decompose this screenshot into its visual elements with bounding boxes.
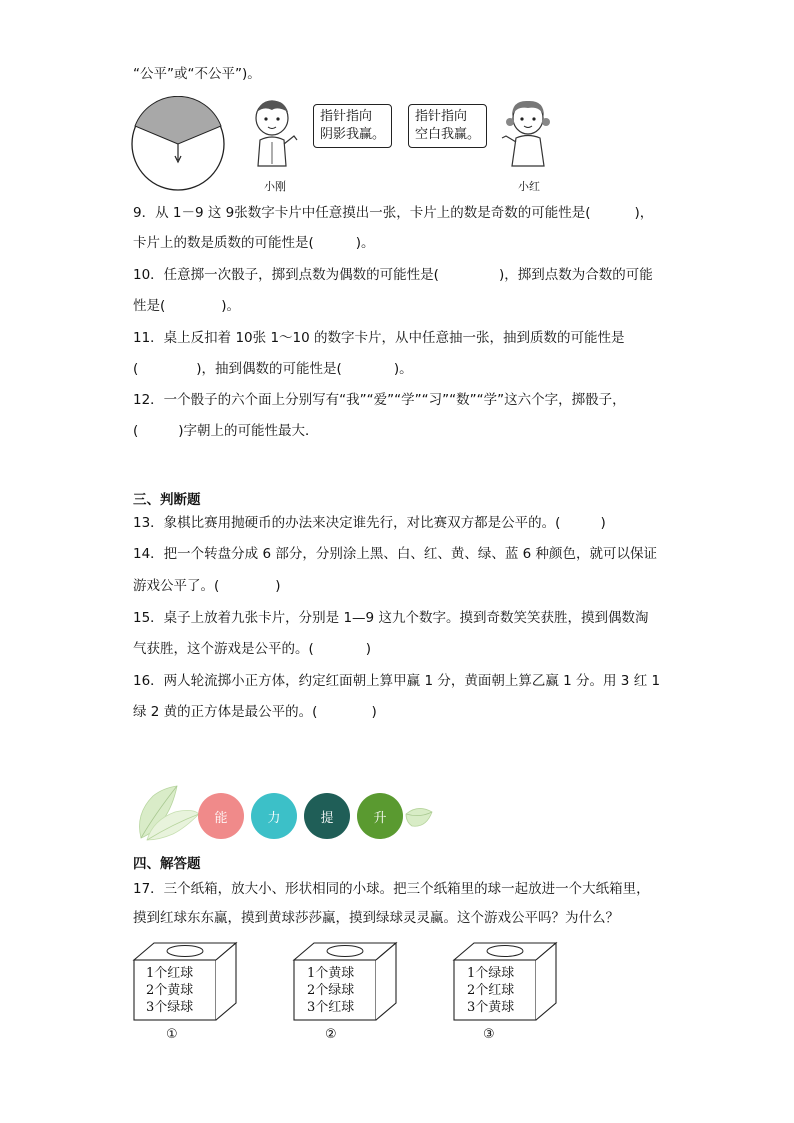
banner-pill-text: 升 — [373, 810, 387, 826]
question-15-cont — [133, 639, 371, 659]
question-text: 10．任意掷一次骰子，掷到点数为偶数的可能性是( — [133, 267, 439, 283]
question-text: 性是( — [133, 298, 166, 314]
girl-icon — [496, 96, 558, 170]
spinner-illustration — [130, 96, 230, 196]
question-text: )。 — [355, 235, 375, 251]
question-10-cont — [133, 296, 240, 316]
question-text: )字朝上的可能性最大． — [178, 423, 319, 439]
question-text: 9．从 1－9 这 9张数字卡片中任意摸出一张，卡片上的数是奇数的可能性是( — [133, 205, 591, 221]
question-text: )，掷到点数为合数的可能 — [498, 267, 653, 283]
question-text: 绿 2 黄的正方体是最公平的。( — [133, 704, 318, 720]
banner-pill — [304, 793, 350, 839]
question-15: 15．桌子上放着九张卡片，分别是 1—9 这九个数字。摸到奇数笑笑获胜，摸到偶数淘 — [133, 610, 649, 626]
banner-pill — [357, 793, 403, 839]
question-16: 16．两人轮流掷小正方体，约定红面朝上算甲赢 1 分，黄面朝上算乙赢 1 分。用 3 红 1 — [133, 673, 661, 689]
speech-line: 阴影我赢。 — [320, 127, 386, 142]
banner-pill-text: 力 — [267, 810, 281, 826]
box-line: 1个绿球 — [467, 966, 515, 981]
banner-pill — [251, 793, 297, 839]
question-text: )。 — [393, 361, 413, 377]
xiaohong-name: 小红 — [518, 180, 540, 193]
box-line: 1个黄球 — [307, 966, 355, 981]
box-3-contents — [467, 965, 514, 1016]
question-17-cont: 摸到红球东东赢，摸到黄球莎莎赢，摸到绿球灵灵赢。这个游戏公平吗？为什么？ — [133, 910, 619, 926]
boy-icon — [248, 98, 308, 170]
question-13 — [133, 513, 606, 533]
leaf-decoration-icon — [133, 784, 201, 842]
box-line: 2个绿球 — [307, 983, 355, 998]
question-text: ( — [133, 423, 139, 439]
banner-pill-text: 提 — [320, 810, 334, 826]
section-3-title: 三、判断题 — [133, 492, 201, 508]
question-text: )，抽到偶数的可能性是( — [196, 361, 342, 377]
question-14-cont — [133, 576, 281, 596]
question-14: 14．把一个转盘分成 6 部分，分别涂上黑、白、红、黄、绿、蓝 6 种颜色，就可以保证 — [133, 546, 658, 562]
question-text: )， — [634, 205, 654, 221]
question-text: 卡片上的数是质数的可能性是( — [133, 235, 314, 251]
box-line: 2个黄球 — [146, 983, 194, 998]
question-text: 游戏公平了。( — [133, 578, 220, 594]
question-12-cont — [133, 421, 319, 441]
question-10 — [133, 265, 653, 285]
question-9 — [133, 203, 653, 223]
box-line: 3个绿球 — [146, 1000, 194, 1015]
box-2-label: ② — [325, 1027, 337, 1042]
question-text: ) — [275, 578, 281, 594]
box-line: 3个黄球 — [467, 1000, 515, 1015]
question-text: ( — [133, 361, 139, 377]
question-fragment: “公平”或“不公平”)。 — [133, 66, 261, 82]
box-1-contents — [146, 965, 193, 1016]
speech-line: 空白我赢。 — [415, 127, 481, 142]
question-11-cont — [133, 359, 413, 379]
box-3-label: ③ — [483, 1027, 495, 1042]
speech-line: 指针指向 — [320, 109, 373, 124]
question-11: 11．桌上反扣着 10张 1～10 的数字卡片，从中任意抽一张，抽到质数的可能性是 — [133, 330, 625, 346]
box-line: 1个红球 — [146, 966, 194, 981]
question-text: 13．象棋比赛用抛硬币的办法来决定谁先行，对比赛双方都是公平的。( — [133, 515, 561, 531]
xiaohong-speech-bubble — [408, 104, 487, 148]
banner-pill — [198, 793, 244, 839]
question-text: ) — [371, 704, 377, 720]
question-text: ) — [365, 641, 372, 657]
xiaogang-speech-bubble — [313, 104, 392, 148]
speech-line: 指针指向 — [415, 109, 468, 124]
question-text: ) — [600, 515, 606, 531]
question-text: 气获胜，这个游戏是公平的。( — [133, 641, 314, 657]
question-17: 17．三个纸箱，放大小、形状相同的小球。把三个纸箱里的球一起放进一个大纸箱里， — [133, 881, 650, 897]
section-4-title: 四、解答题 — [133, 856, 201, 872]
question-12: 12．一个骰子的六个面上分别写有“我”“爱”“学”“习”“数”“学”这六个字，掷骰子， — [133, 392, 626, 408]
box-line: 3个红球 — [307, 1000, 355, 1015]
question-9-cont — [133, 233, 375, 253]
small-leaf-icon — [404, 804, 434, 830]
box-2-contents — [307, 965, 354, 1016]
box-line: 2个红球 — [467, 983, 515, 998]
banner-pill-text: 能 — [214, 810, 228, 826]
question-16-cont — [133, 702, 377, 722]
question-text: )。 — [221, 298, 241, 314]
box-1-label: ① — [166, 1027, 178, 1042]
xiaogang-name: 小刚 — [264, 180, 286, 193]
